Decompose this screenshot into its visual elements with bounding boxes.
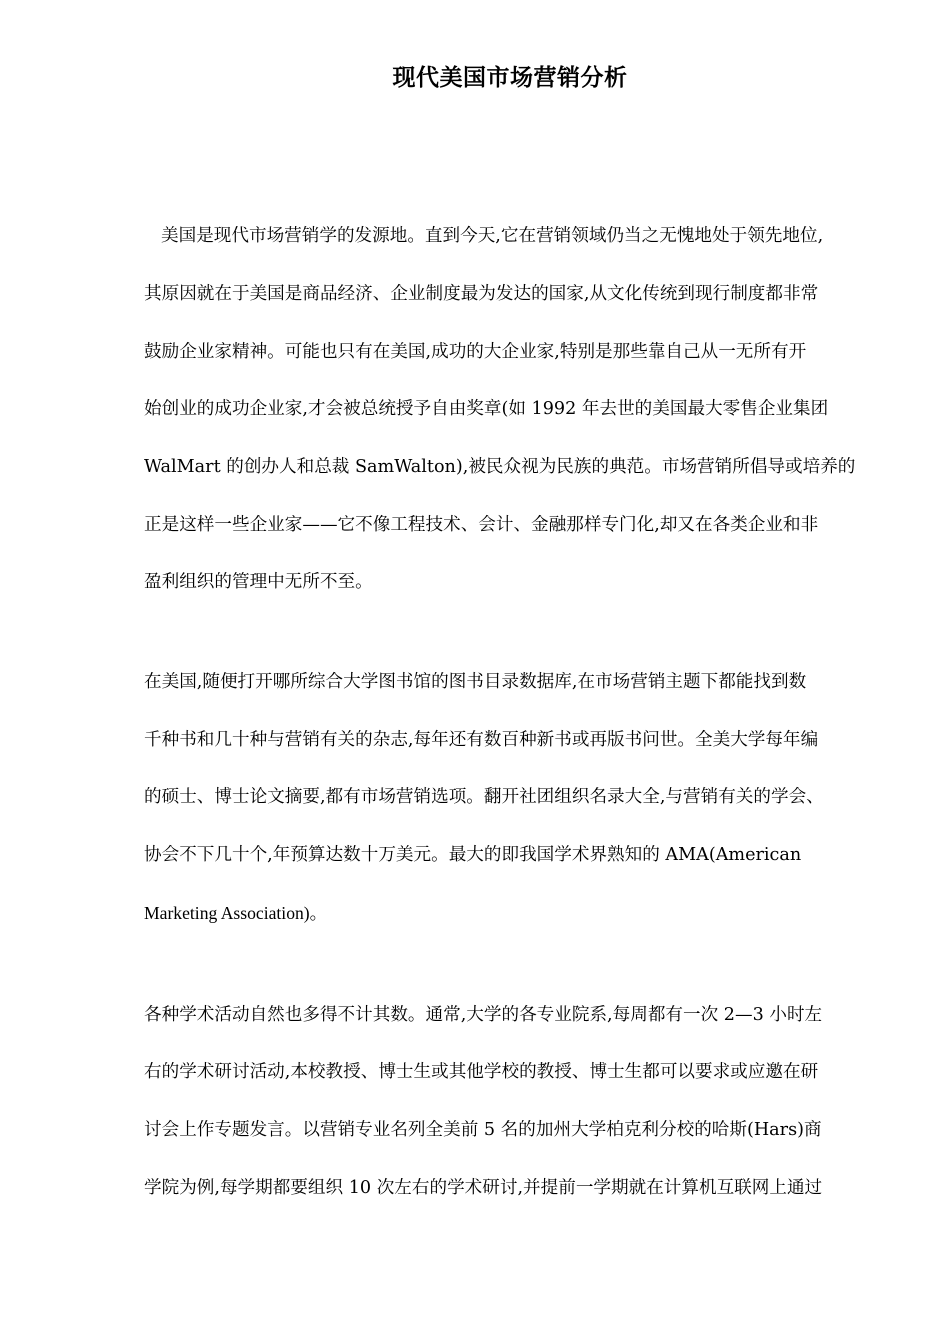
paragraph-2-line-4: 协会不下几十个,年预算达数十万美元。最大的即我国学术界熟知的 AMA(American — [144, 845, 802, 865]
paragraph-1-line-3: 鼓励企业家精神。可能也只有在美国,成功的大企业家,特别是那些靠自己从一无所有开 — [144, 342, 807, 362]
paragraph-2-line-1: 在美国,随便打开哪所综合大学图书馆的图书目录数据库,在市场营销主题下都能找到数 — [144, 672, 807, 692]
paragraph-3-line-3: 讨会上作专题发言。以营销专业名列全美前 5 名的加州大学柏克利分校的哈斯(Hars)商 — [144, 1120, 822, 1140]
paragraph-3-line-4: 学院为例,每学期都要组织 10 次左右的学术研讨,并提前一学期就在计算机互联网上通过 — [144, 1178, 823, 1198]
paragraph-2-line-5: Marketing Association)。 — [144, 903, 328, 923]
paragraph-1-line-1: 美国是现代市场营销学的发源地。直到今天,它在营销领域仍当之无愧地处于领先地位, — [161, 226, 824, 246]
paragraph-1-line-6: 正是这样一些企业家——它不像工程技术、会计、金融那样专门化,却又在各类企业和非 — [144, 515, 819, 535]
document-title: 现代美国市场营销分析 — [392, 65, 628, 91]
paragraph-1-line-5: WalMart 的创办人和总裁 SamWalton),被民众视为民族的典范。市场营销所倡导或培养的 — [144, 457, 856, 477]
paragraph-2-line-2: 千种书和几十种与营销有关的杂志,每年还有数百种新书或再版书问世。全美大学每年编 — [144, 730, 819, 750]
paragraph-1-line-4: 始创业的成功企业家,才会被总统授予自由奖章(如 1992 年去世的美国最大零售企业集团 — [144, 399, 829, 419]
paragraph-3-line-2: 右的学术研讨活动,本校教授、博士生或其他学校的教授、博士生都可以要求或应邀在研 — [144, 1062, 819, 1082]
paragraph-1-line-2: 其原因就在于美国是商品经济、企业制度最为发达的国家,从文化传统到现行制度都非常 — [144, 284, 819, 304]
paragraph-3-line-1: 各种学术活动自然也多得不计其数。通常,大学的各专业院系,每周都有一次 2—3 小时左 — [144, 1005, 823, 1025]
paragraph-1-line-7: 盈利组织的管理中无所不至。 — [144, 572, 373, 592]
paragraph-2-line-3: 的硕士、博士论文摘要,都有市场营销选项。翻开社团组织名录大全,与营销有关的学会、 — [144, 787, 824, 807]
